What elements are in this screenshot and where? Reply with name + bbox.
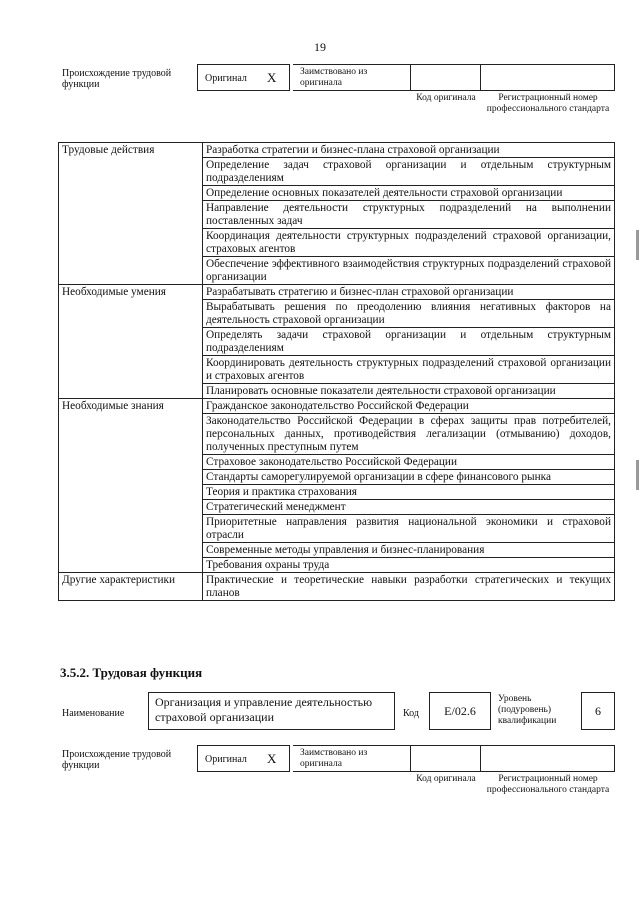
origin-label-2: Происхождение трудовой функции	[62, 749, 172, 771]
item-cell: Координация деятельности структурных подразделений страховой организации, страховых агентов	[203, 229, 615, 257]
original-cell-2	[197, 745, 290, 772]
borrowed-cell	[293, 64, 411, 91]
level-label: Уровень (подуровень) квалификации	[498, 694, 557, 726]
original-label: Оригинал	[205, 73, 247, 84]
scan-edge-mark	[636, 460, 639, 490]
item-cell: Стратегический менеджмент	[203, 500, 615, 515]
original-mark-2: X	[267, 751, 277, 766]
item-cell: Обеспечение эффективного взаимодействия структурных подразделений страховой организации	[203, 257, 615, 285]
item-cell: Требования охраны труда	[203, 558, 615, 573]
table-row	[59, 285, 615, 300]
name-label: Наименование	[62, 708, 125, 719]
item-cell: Разрабатывать стратегию и бизнес-план страховой организации	[203, 285, 615, 300]
item-cell: Определять задачи страховой организации и отдельным структурным подразделениям	[203, 328, 615, 356]
item-cell: Координировать деятельность структурных подразделений страховой организации и страховых агентов	[203, 356, 615, 384]
function-name-value: Организация и управление деятельностью страховой организации	[148, 692, 395, 730]
code-original-caption: Код оригинала	[416, 93, 476, 103]
table-row	[59, 399, 615, 414]
item-cell: Вырабатывать решения по преодолению влияния негативных факторов на деятельность страховой организации	[203, 300, 615, 328]
item-cell: Современные методы управления и бизнес-планирования	[203, 543, 615, 558]
item-cell: Планировать основные показатели деятельности страховой организации	[203, 384, 615, 399]
code-original-cell	[411, 64, 481, 91]
borrowed-label-2: Заимствовано из оригинала	[300, 748, 368, 769]
table-row	[59, 573, 615, 601]
item-cell: Законодательство Российской Федерации в сферах защиты прав потребителей, персональных данных, противодействия легализации (отмыванию) доходов, полученных преступным путем	[203, 414, 615, 455]
origin-label: Происхождение трудовой функции	[62, 68, 172, 90]
category-cell: Необходимые умения	[59, 285, 203, 399]
item-cell: Практические и теоретические навыки разработки стратегических и текущих планов	[203, 573, 615, 601]
item-cell: Стандарты саморегулируемой организации в сфере финансового рынка	[203, 470, 615, 485]
original-mark: X	[267, 70, 277, 85]
code-value: E/02.6	[429, 692, 491, 730]
regnum-caption-2: Регистрационный номер профессионального стандарта	[486, 774, 610, 795]
item-cell: Разработка стратегии и бизнес-плана страховой организации	[203, 143, 615, 158]
item-cell: Определение основных показателей деятельности страховой организации	[203, 186, 615, 201]
category-cell: Трудовые действия	[59, 143, 203, 285]
labor-function-table	[58, 142, 615, 601]
original-label-2: Оригинал	[205, 754, 247, 765]
regnum-caption: Регистрационный номер профессионального стандарта	[486, 93, 610, 114]
page-number: 19	[314, 40, 326, 54]
code-original-caption-2: Код оригинала	[416, 774, 476, 784]
borrowed-label: Заимствовано из оригинала	[300, 67, 368, 88]
category-cell: Необходимые знания	[59, 399, 203, 573]
item-cell: Гражданское законодательство Российской Федерации	[203, 399, 615, 414]
code-original-cell-2	[411, 745, 481, 772]
item-cell: Теория и практика страхования	[203, 485, 615, 500]
item-cell: Страховое законодательство Российской Федерации	[203, 455, 615, 470]
borrowed-cell-2	[293, 745, 411, 772]
item-cell: Направление деятельности структурных подразделений на выполнении поставленных задач	[203, 201, 615, 229]
section-title: 3.5.2. Трудовая функция	[60, 665, 203, 680]
scan-edge-mark	[636, 230, 639, 260]
regnum-cell-2	[481, 745, 615, 772]
item-cell: Приоритетные направления развития национальной экономики и страховой отрасли	[203, 515, 615, 543]
original-cell	[197, 64, 290, 91]
table-row	[59, 143, 615, 158]
category-cell: Другие характеристики	[59, 573, 203, 601]
code-label: Код	[403, 708, 419, 719]
regnum-cell	[481, 64, 615, 91]
level-value: 6	[581, 692, 615, 730]
item-cell: Определение задач страховой организации и отдельным структурным подразделениям	[203, 158, 615, 186]
